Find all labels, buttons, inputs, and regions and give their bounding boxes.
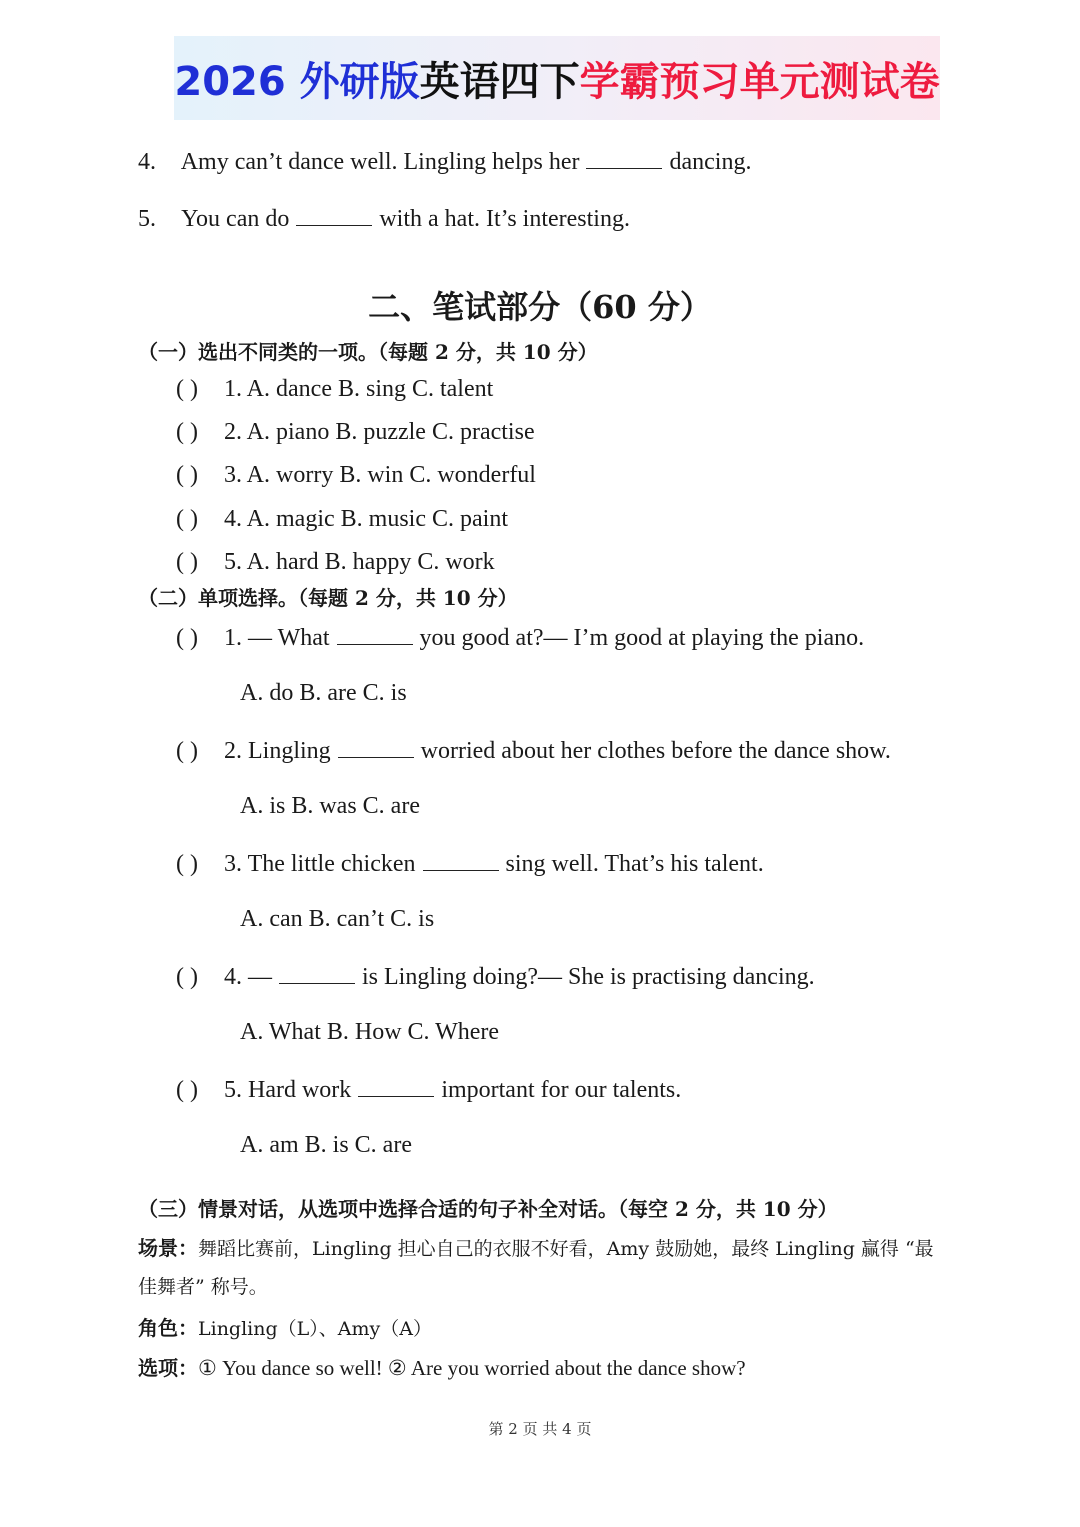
question-text: You can do: [181, 206, 290, 232]
part2-item-2-options: A. is B. was C. are: [240, 793, 420, 819]
answer-blank[interactable]: [358, 1076, 434, 1097]
roles-text: Lingling（L）、Amy（A）: [198, 1318, 432, 1340]
question-number: 5.: [138, 206, 156, 232]
answer-paren[interactable]: ( ): [176, 549, 198, 575]
question-number: 4.: [138, 149, 156, 175]
section-title: 二、笔试部分（60 分）: [368, 288, 712, 326]
page-footer: 第 2 页 共 4 页: [488, 1420, 592, 1438]
item-text: 1. — What: [224, 625, 330, 651]
part2-item-5: [176, 1076, 681, 1104]
scene-label: 场景：: [138, 1236, 198, 1260]
listening-question-4: [138, 148, 751, 176]
answer-paren[interactable]: ( ): [176, 419, 198, 445]
item-text: 4. —: [224, 964, 272, 990]
part2-item-1-options: A. do B. are C. is: [240, 680, 407, 706]
part1-item-3: [176, 462, 536, 489]
part1-item-1: [176, 376, 493, 403]
answer-blank[interactable]: [296, 205, 372, 226]
item-text-after: is Lingling doing?— She is practising dancing.: [362, 964, 815, 990]
answer-blank[interactable]: [337, 624, 413, 645]
answer-paren[interactable]: ( ): [176, 738, 198, 764]
options-line: [138, 1352, 746, 1381]
item-text-after: worried about her clothes before the dance show.: [420, 738, 891, 764]
scene-text-2: 佳舞者” 称号。: [138, 1276, 268, 1298]
answer-blank[interactable]: [423, 850, 499, 871]
part2-item-4: [176, 963, 815, 991]
item-text: 3. The little chicken: [224, 851, 416, 877]
banner-part-2: 英语四下: [419, 58, 580, 105]
part2-item-5-options: A. am B. is C. are: [240, 1132, 412, 1158]
answer-paren[interactable]: ( ): [176, 1077, 198, 1103]
part1-item-2: [176, 419, 535, 446]
answer-paren[interactable]: ( ): [176, 506, 198, 532]
part3-heading: （三）情景对话，从选项中选择合适的句子补全对话。（每空 2 分，共 10 分）: [138, 1197, 838, 1221]
options-label: 选项：: [138, 1356, 198, 1380]
item-text-after: important for our talents.: [441, 1077, 682, 1103]
item-text-after: sing well. That’s his talent.: [505, 851, 764, 877]
banner-part-3: 学霸预习单元测试卷: [579, 58, 940, 105]
question-text-after: with a hat. It’s interesting.: [379, 206, 630, 232]
item-text-after: you good at?— I’m good at playing the piano.: [419, 625, 865, 651]
answer-blank[interactable]: [338, 737, 414, 758]
options-text: ① You dance so well! ② Are you worried about the dance show?: [198, 1356, 746, 1380]
part2-item-3: [176, 850, 764, 878]
part2-heading: （二）单项选择。（每题 2 分，共 10 分）: [138, 586, 518, 610]
scene-text-1: 舞蹈比赛前，Lingling 担心自己的衣服不好看，Amy 鼓励她，最终 Lingling 赢得 “最: [198, 1238, 934, 1260]
answer-paren[interactable]: ( ): [176, 462, 198, 488]
roles-line: [138, 1312, 432, 1341]
part2-item-3-options: A. can B. can’t C. is: [240, 906, 435, 932]
answer-blank[interactable]: [279, 963, 355, 984]
item-text: 5. A. hard B. happy C. work: [224, 549, 495, 575]
item-text: 2. A. piano B. puzzle C. practise: [224, 419, 535, 445]
item-text: 3. A. worry B. win C. wonderful: [224, 462, 536, 488]
title-banner: [174, 36, 940, 120]
answer-paren[interactable]: ( ): [176, 964, 198, 990]
part1-heading: （一）选出不同类的一项。（每题 2 分，共 10 分）: [138, 340, 598, 364]
item-text: 2. Lingling: [224, 738, 331, 764]
question-text: Amy can’t dance well. Lingling helps her: [180, 149, 580, 175]
answer-paren[interactable]: ( ): [176, 376, 198, 402]
answer-paren[interactable]: ( ): [176, 851, 198, 877]
item-text: 5. Hard work: [224, 1077, 352, 1103]
part2-item-1: [176, 624, 864, 652]
listening-question-5: [138, 205, 630, 233]
scene-line: [138, 1232, 934, 1261]
answer-blank[interactable]: [586, 148, 662, 169]
part2-item-4-options: A. What B. How C. Where: [240, 1019, 500, 1045]
item-text: 4. A. magic B. music C. paint: [224, 506, 508, 532]
part1-item-4: [176, 506, 508, 533]
answer-paren[interactable]: ( ): [176, 625, 198, 651]
part1-item-5: [176, 549, 495, 576]
item-text: 1. A. dance B. sing C. talent: [224, 376, 494, 402]
question-text-after: dancing.: [669, 149, 752, 175]
roles-label: 角色：: [138, 1316, 198, 1340]
banner-part-1: 2026 外研版: [174, 58, 420, 105]
part2-item-2: [176, 737, 891, 765]
